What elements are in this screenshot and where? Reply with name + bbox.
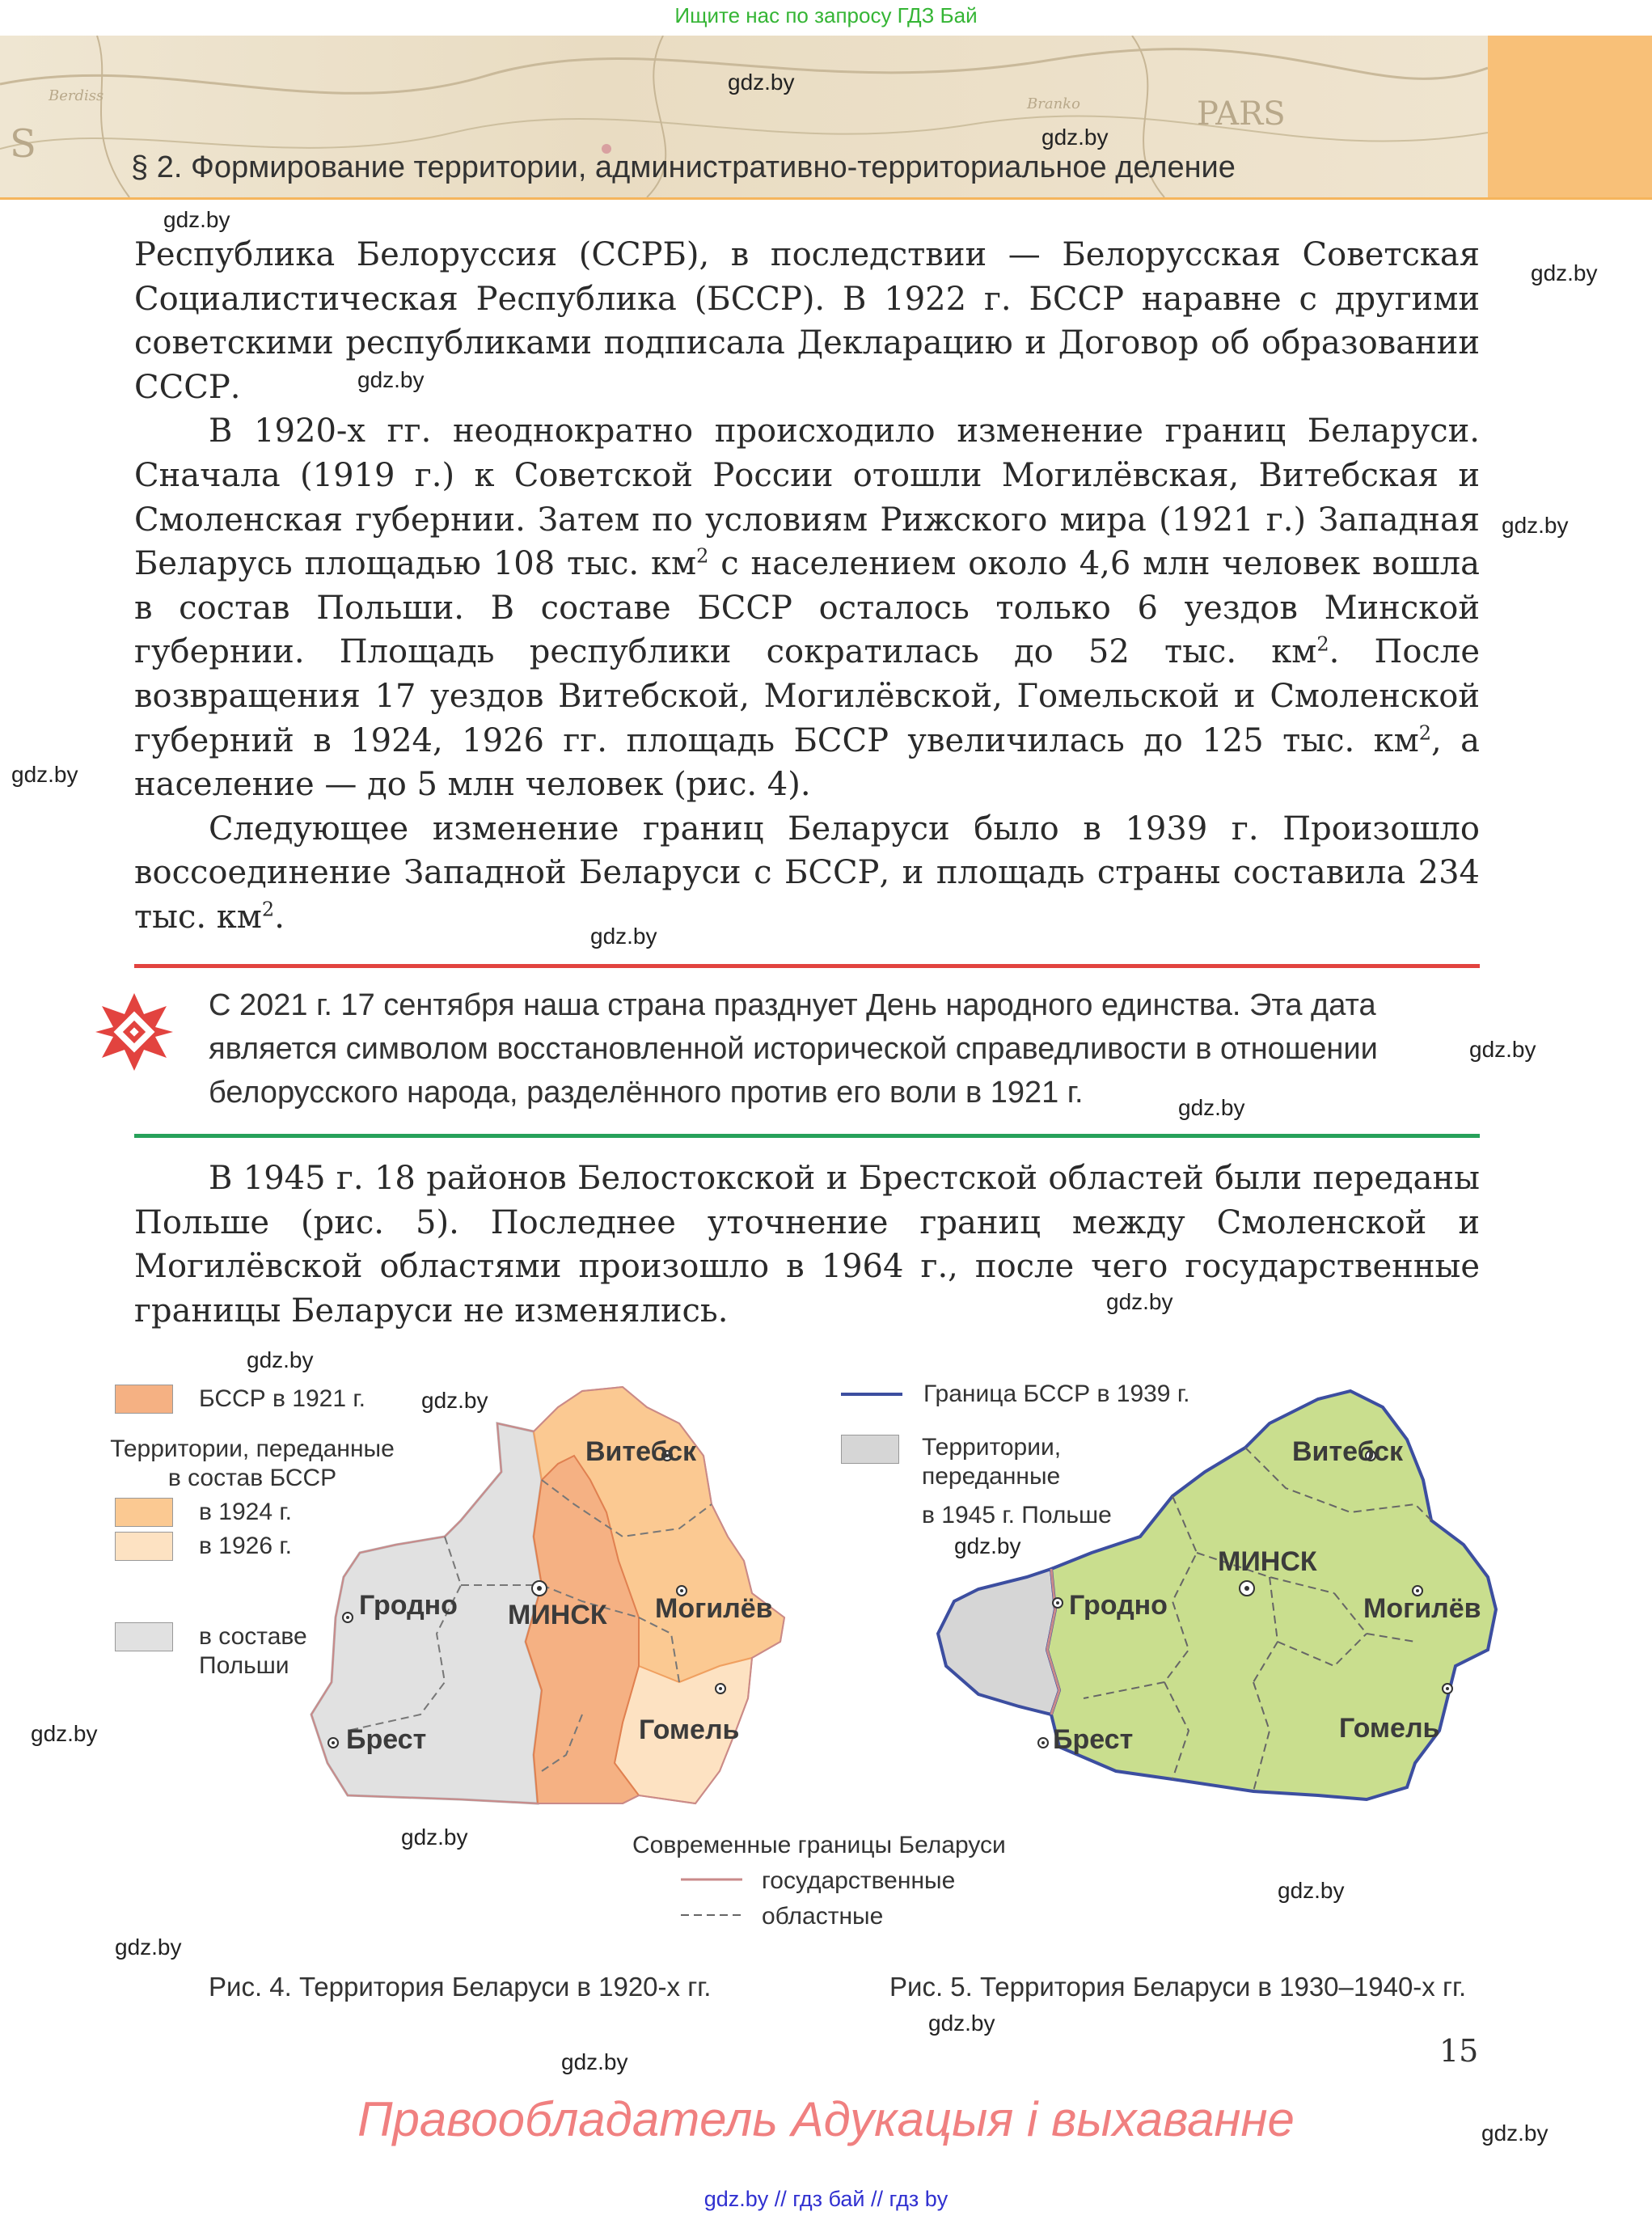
city-gomel: Гомель <box>1339 1713 1440 1744</box>
ornament-icon <box>94 991 175 1072</box>
city-minsk: МИНСК <box>1218 1546 1317 1577</box>
paragraph: В 1945 г. 18 районов Белостокской и Брестской областей были переданы Польше (рис. 5). Последнее уточнение границ между Смоленской и Могилёвской областями произошло в 1964 г., после чего государственные границы Беларуси не изменялись. <box>134 1160 1480 1330</box>
legend-label: государственные <box>762 1867 956 1894</box>
legend-swatch-1924 <box>115 1498 173 1527</box>
legend-border-1939-line <box>841 1385 902 1401</box>
legend-state-border-line <box>681 1875 742 1884</box>
city-minsk: МИНСК <box>508 1600 607 1630</box>
watermark: gdz.by <box>728 70 795 95</box>
legend-label: БССР в 1921 г. <box>199 1385 365 1412</box>
legend-label: областные <box>762 1903 884 1930</box>
poland-1945-territory <box>938 1569 1059 1715</box>
city-grodno: Гродно <box>359 1590 458 1621</box>
legend-label: Территории, <box>922 1434 1062 1461</box>
watermark: gdz.by <box>1481 2120 1548 2146</box>
city-gomel: Гомель <box>639 1715 740 1745</box>
legend-label: в 1924 г. <box>199 1499 292 1525</box>
legend-swatch-1921 <box>115 1385 173 1414</box>
watermark: gdz.by <box>421 1388 488 1413</box>
legend-label: в 1926 г. <box>199 1533 292 1559</box>
legend-label: Граница БССР в 1939 г. <box>923 1380 1190 1407</box>
city-brest: Брест <box>346 1724 427 1755</box>
watermark: gdz.by <box>1178 1095 1245 1120</box>
watermark: gdz.by <box>247 1347 314 1372</box>
section-title: § 2. Формирование территории, административно-территориальное деление <box>131 150 1236 184</box>
header-underline <box>0 197 1652 200</box>
legend-heading: Территории, переданные <box>110 1435 395 1462</box>
svg-text:PARS: PARS <box>1197 95 1286 133</box>
watermark: gdz.by <box>954 1533 1021 1558</box>
legend-heading: Современные границы Беларуси <box>632 1832 1006 1858</box>
watermark: gdz.by <box>357 367 425 392</box>
legend-regional-border-line <box>681 1910 742 1920</box>
watermark: gdz.by <box>1106 1289 1173 1314</box>
city-vitebsk: Витебск <box>585 1436 697 1467</box>
watermark: gdz.by <box>115 1934 182 1960</box>
watermark: gdz.by <box>1502 513 1569 538</box>
legend-label: в 1945 г. Польше <box>922 1502 1112 1528</box>
watermark: gdz.by <box>11 762 78 787</box>
city-mogilev: Могилёв <box>655 1593 773 1624</box>
city-grodno: Гродно <box>1069 1590 1168 1621</box>
paragraph: Следующее изменение границ Беларуси было в 1939 г. Произошло воссоединение Западной Беларуси с БССР, и площадь страны составила 234 тыс. $км^2$. <box>134 810 1480 936</box>
figure-caption: Рис. 5. Территория Беларуси в 1930–1940-х гг. <box>889 1972 1467 2002</box>
callout-bottom-rule <box>134 1134 1480 1138</box>
watermark: gdz.by <box>1278 1878 1345 1903</box>
city-vitebsk: Витебск <box>1292 1436 1404 1467</box>
callout-text: С 2021 г. 17 сентября наша страна празднует День народного единства. Эта дата является символом восстановленной исторической справедливости в отношении белорусского народа, разделённого против его воли в 1921 г. <box>209 988 1378 1110</box>
city-brest: Брест <box>1053 1724 1134 1755</box>
city-mogilev: Могилёв <box>1363 1593 1481 1624</box>
svg-text:S: S <box>10 121 36 167</box>
legend-swatch-poland <box>115 1622 173 1651</box>
watermark: gdz.by <box>163 207 230 232</box>
main-text <box>134 233 1480 940</box>
legend-label: в составе <box>199 1623 307 1650</box>
watermark: gdz.by <box>31 1721 98 1746</box>
page-number: 15 <box>1439 2033 1479 2069</box>
figure-caption: Рис. 4. Территория Беларуси в 1920-х гг. <box>209 1972 712 2002</box>
watermark: gdz.by <box>1531 260 1598 285</box>
legend-heading: в состав БССР <box>167 1465 337 1491</box>
legend-swatch-1926 <box>115 1532 173 1561</box>
legend-label: переданные <box>922 1463 1061 1490</box>
watermark: gdz.by <box>590 924 657 949</box>
svg-text:Berdiss: Berdiss <box>49 87 104 104</box>
watermark: gdz.by <box>401 1824 468 1850</box>
top-note: Ищите нас по запросу ГДЗ Бай <box>674 3 978 27</box>
watermark: gdz.by <box>928 2010 995 2036</box>
watermark: gdz.by <box>561 2049 628 2074</box>
header-tab <box>1488 36 1652 197</box>
watermark: gdz.by <box>1469 1037 1536 1062</box>
rights-holder: Правообладатель Адукацыя і выхаванне <box>357 2092 1295 2146</box>
paragraph: В 1920-х гг. неоднократно происходило изменение границ Беларуси. Сначала (1919 г.) к Советской России отошли Могилёвская, Витебская и Смоленская губернии. Затем по условиям Рижского мира (1921 г.) Западная Беларусь площадью 108 тыс. $км^2$ с населением около 4,6 млн человек вошла в состав Польши. В составе БССР осталось только 6 уездов Минской губернии. Площадь республики сократилась до 52 тыс. $км^2$. После возвращения 17 уездов Витебской, Могилёвской, Гомельской и Смоленской губерний в 1924, 1926 гг. площадь БССР увеличилась до 125 тыс. $км^2$, а население — до 5 млн человек (рис. 4). <box>134 412 1481 804</box>
paragraph: Республика Белоруссия (ССРБ), в последствии — Белорусская Советская Социалистическая Республика (БССР). В 1922 г. БССР наравне с другими советскими республиками подписала Декларацию и Договор об образовании СССР. <box>134 236 1480 406</box>
footer-links[interactable]: gdz.by // гдз бай // гдз by <box>703 2187 949 2211</box>
legend-swatch-poland-1945 <box>841 1435 899 1464</box>
watermark: gdz.by <box>1041 125 1109 150</box>
svg-text:Branko: Branko <box>1027 95 1080 112</box>
legend-label: Польши <box>199 1652 289 1679</box>
callout-top-rule <box>134 964 1480 968</box>
